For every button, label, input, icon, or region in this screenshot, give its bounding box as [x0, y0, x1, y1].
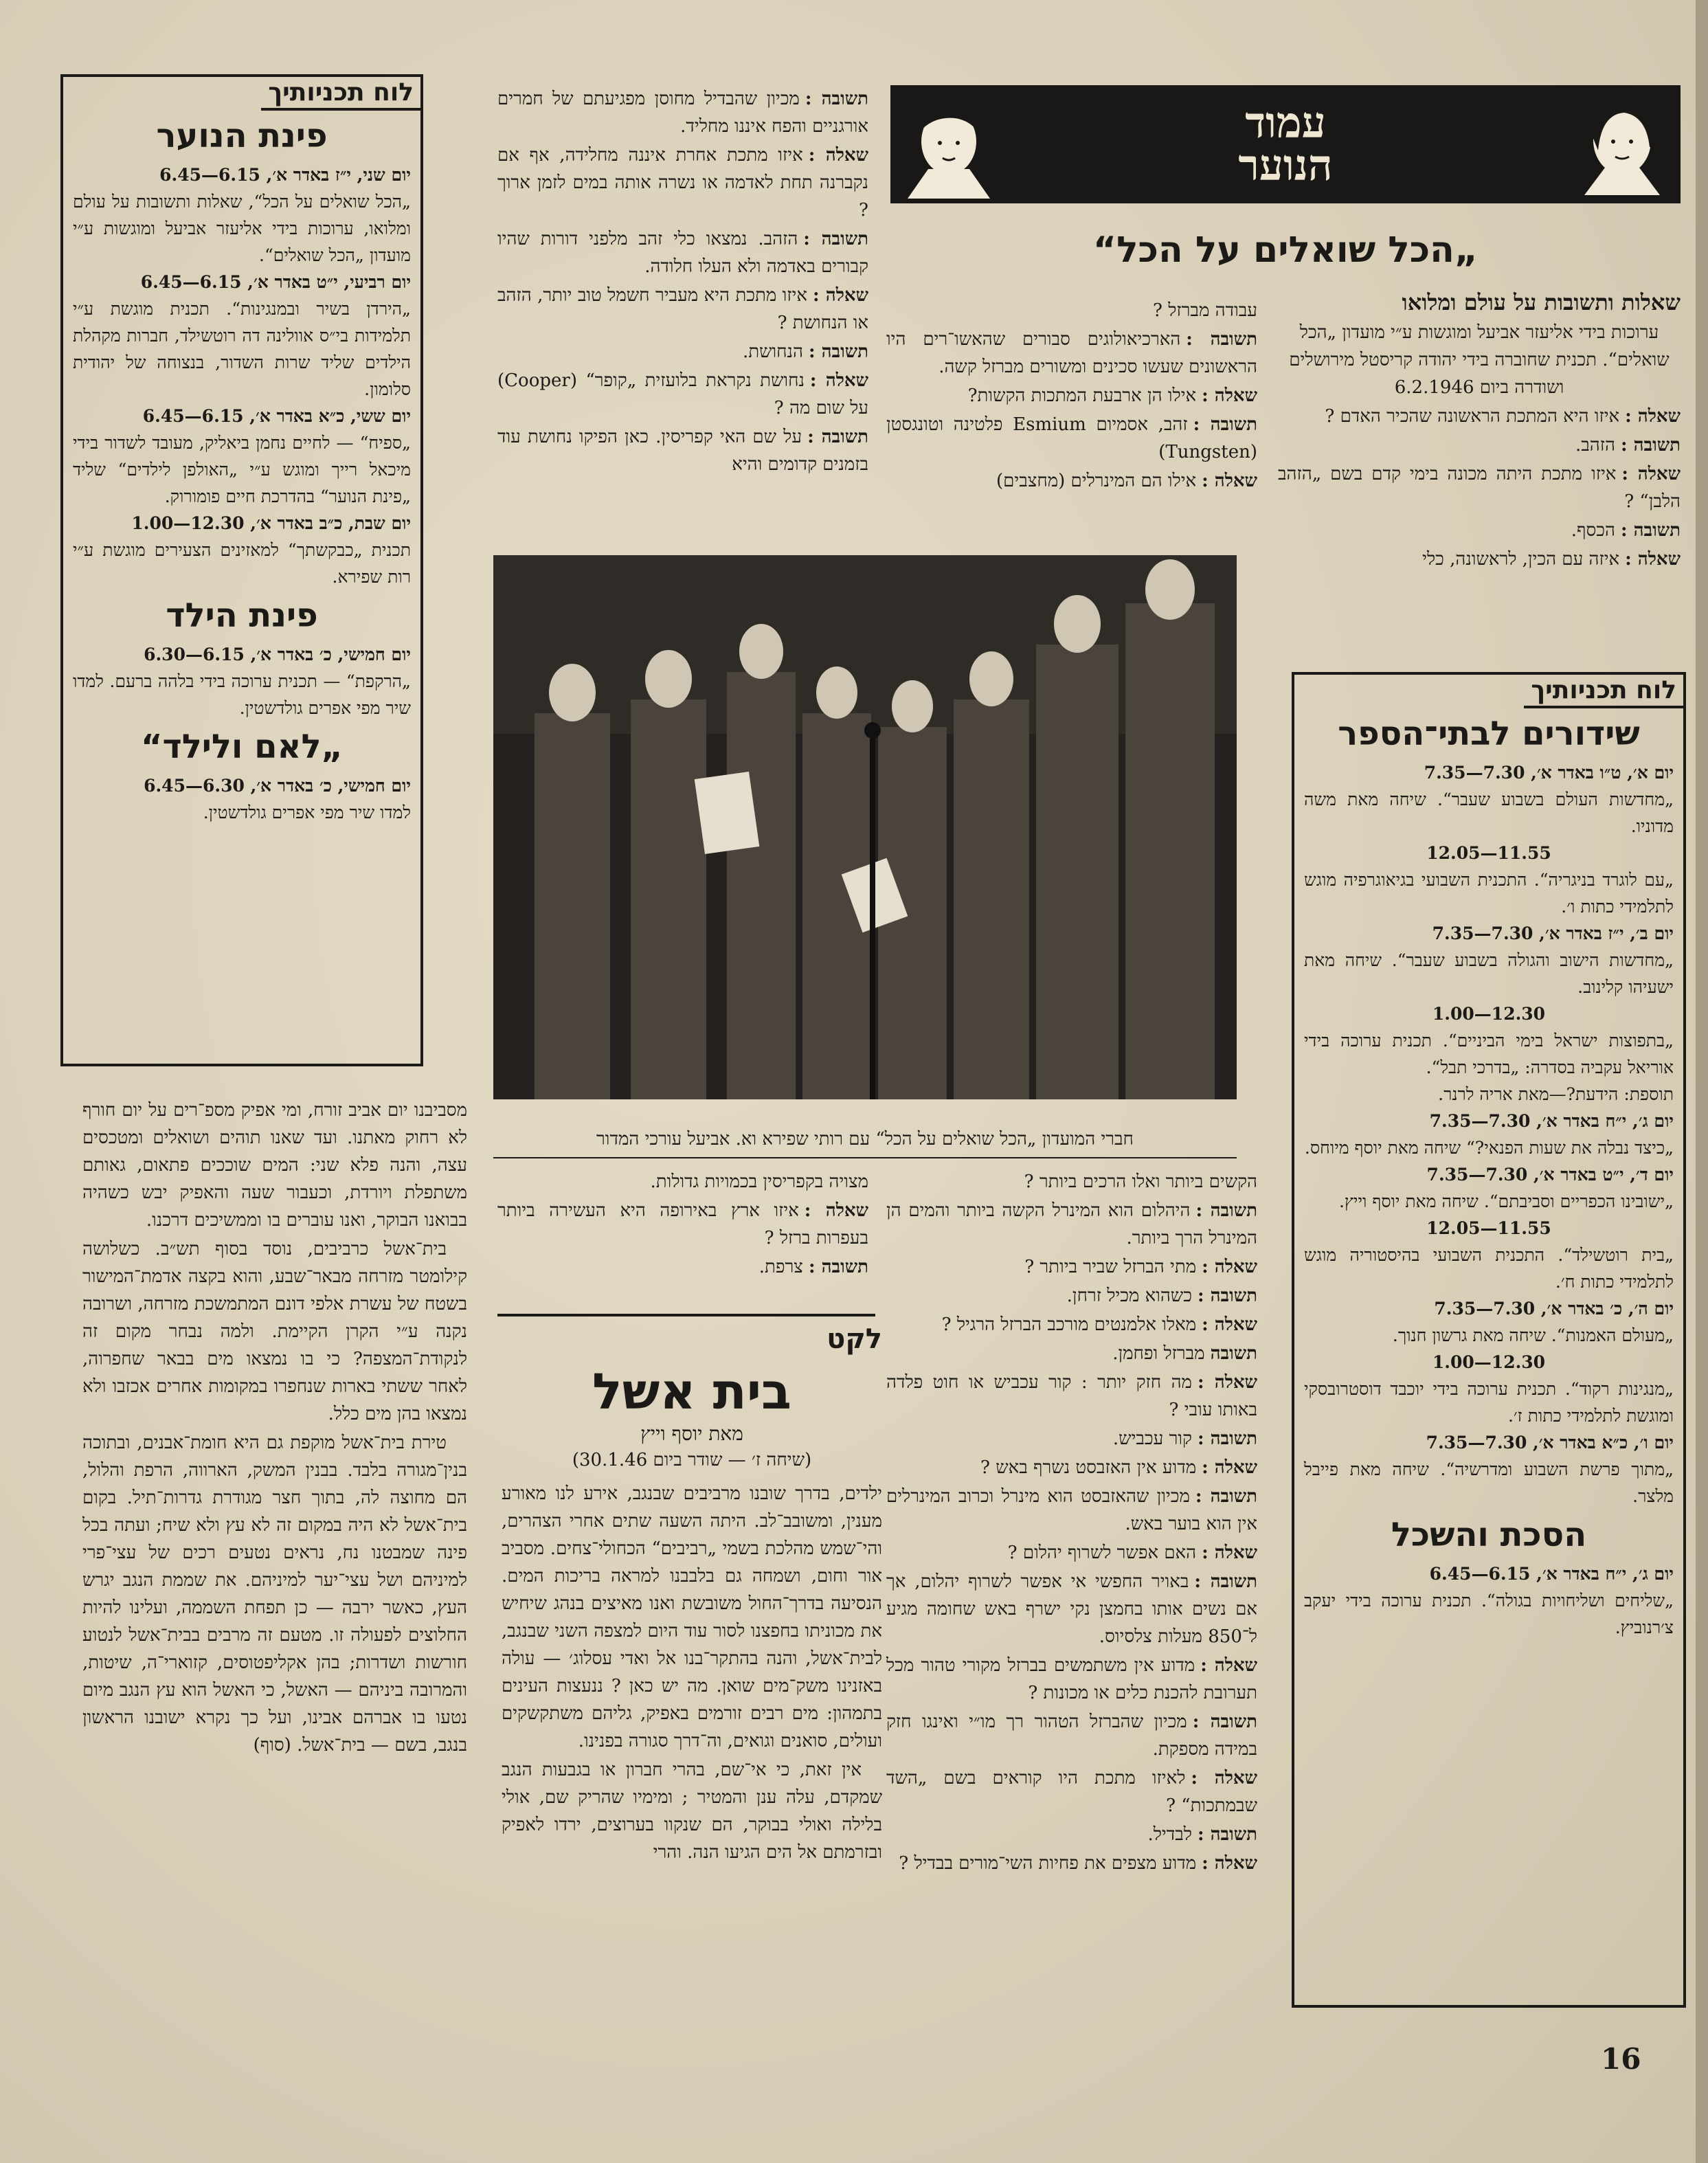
schedule-item [1294, 1429, 1683, 1510]
qa-label: שאלה : [808, 145, 868, 166]
article-column-4 [82, 1097, 467, 1760]
qa-text: הכסף. [1571, 520, 1615, 541]
qa-list [886, 297, 1257, 495]
leket-body [502, 1480, 882, 1866]
schedule-time: 11.55—12.05 [1426, 843, 1551, 863]
qa-text: עבודה מברזל ? [1153, 300, 1257, 321]
qa-entry [497, 1168, 868, 1196]
schedule-time: יום ו׳, כ״א באדר א׳, 7.30—7.35 [1426, 1433, 1674, 1453]
schedule-item [63, 641, 420, 721]
schedule-sub-items [1294, 1560, 1683, 1641]
qa-label: תשובה : [808, 1257, 868, 1277]
qa-text: באויר החפשי אי אפשר לשרוף יהלום, אך אם נשים אותו בחמצן נקי ישרף באש שחומה מגיע ל־850 מעלות צלסיוס. [886, 1571, 1257, 1647]
qa-text: האם אפשר לשרוף יהלום ? [1007, 1543, 1197, 1563]
qa-text: לבדיל. [1147, 1824, 1192, 1845]
qa-label: שאלה : [1202, 1853, 1257, 1874]
schedule-text: „בתפוצות ישראל בימי הביניים“. תכנית ערוכה בידי אוריאל עקביה בסדרה: „בדרכי תבל“. [1304, 1031, 1674, 1077]
schedule-text: „מנגינות רקוד“. תכנית ערוכה בידי יוכבד דוסטרובסקי ומוגשת לתלמידי כתות ז׳. [1304, 1379, 1674, 1426]
qa-entry [886, 1311, 1257, 1338]
qa-text: מכיון שהאזבסט הוא מינרל וכרוב המינרלים אין הוא בוער באש. [886, 1486, 1257, 1534]
qa-text: קור עכביש. [1112, 1428, 1192, 1449]
schedule-section-title: פינת הילד [166, 596, 318, 635]
qa-entry [497, 282, 868, 337]
schedule-item [63, 772, 420, 826]
qa-entry [497, 423, 868, 478]
qa-entry [886, 1708, 1257, 1763]
schedule-time: יום ג׳, י״ח באדר א׳, 7.30—7.35 [1429, 1111, 1674, 1131]
schedule-text: „ספיח“ — לחיים נחמן ביאליק, מעובד לשדור בידי מיכאל רייך ומוגש ע״י „האולפן לילדים“ שליד „פינת הנוער“ בהדרכת חיים פומורוק. [73, 433, 411, 506]
leket-paragraph: ילדים, בדרך שובנו מרביבים שבנגב, אירע לנו מאורע מענין, ומשובב־לב. היתה השעה שתים אחרי הצהרים, והי־שמש מהלכת בשמי „רביבים“ הכחולי־צחים. מסביב אור וחום, ושמחה גם בלבבנו למראה בריכות המים. הנסיעה בדרך־החול משובשת ואנו מאיצים בנהג שיחיש את מכוניתו בחפצנו לסור עוד היום למצפה השני שבנגב, לבית־אשל, והנה בהתקר־בנו אל ואדי עסלוג׳ — עולה באזנינו משק־מים שואן. מה יש כאן ? ננעצות העינים בתמהון: מים רבים זורמים באפיק, גליהם משתקשקים ועולים, סואנים וגואים, וה־דרך סגורה בפנינו. [502, 1483, 882, 1751]
leket-top-rule [497, 1314, 875, 1316]
article-column-1 [1278, 287, 1681, 574]
qa-label: תשובה : [1620, 435, 1681, 456]
qa-entry [1278, 460, 1681, 515]
banner-line-2: הנוער [1238, 140, 1333, 190]
schedule-section-title: פינת הנוער [156, 117, 328, 155]
club-photo [493, 555, 1237, 1099]
article-column-2 [886, 297, 1257, 496]
girl-illustration [1564, 85, 1681, 203]
intro-body: ערוכות בידי אליעזר אביעל ומוגשות ע״י מועדון „הכל שואלים“. תכנית שחוברה בידי יהודה קריסטל מירושלים ושודרה ביום 6.2.1946 [1289, 322, 1670, 398]
qa-entry [886, 1652, 1257, 1707]
qa-label: שאלה : [1202, 1257, 1257, 1277]
caption-rule [493, 1157, 1237, 1158]
qa-entry [497, 338, 868, 366]
qa-entry [886, 1253, 1257, 1281]
qa-label: שאלה : [809, 370, 868, 391]
qa-label: תשובה [1210, 1343, 1257, 1364]
qa-label: תשובה : [1197, 1286, 1257, 1306]
qa-text: הארכיאולוגים סבורים שהאשו־רים היו הראשונים שעשו סכינים ומשורים מברזל קשה. [886, 329, 1257, 377]
schedule-item [63, 161, 420, 269]
qa-text: צרפת. [759, 1257, 803, 1277]
schedule-text: למדו שיר מפי אפרים גולדשטין. [203, 803, 411, 822]
qa-label: תשובה : [1197, 1428, 1257, 1449]
qa-entry [886, 1340, 1257, 1367]
qa-text: לאיזו מתכת היו קוראים בשם „השד שבמתכות“ ? [886, 1768, 1257, 1816]
qa-label: שאלה : [1625, 549, 1681, 570]
schedule-item [63, 510, 420, 590]
qa-entry [886, 1850, 1257, 1877]
schedule-item [1294, 840, 1683, 920]
schedule-text: „מעולם האמנות“. שיחה מאת גרשון חנוך. [1392, 1325, 1674, 1345]
leket-title: בית אשל [592, 1363, 791, 1420]
qa-entry [886, 1483, 1257, 1538]
leket-byline: מאת יוסף וייץ [640, 1422, 743, 1445]
schedule-time: יום ב׳, י״ז באדר א׳, 7.30—7.35 [1432, 923, 1674, 943]
schedule-text: „מחדשות העולם בשבוע שעבר“. שיחה מאת משה מדוניו. [1304, 789, 1674, 836]
qa-entry [886, 1764, 1257, 1819]
qa-label: תשובה : [1186, 329, 1257, 350]
schedule-item [1294, 1560, 1683, 1641]
article-headline: „הכל שואלים על הכל“ [1092, 229, 1479, 271]
qa-text: מצויה בקפריסין בכמויות גדולות. [650, 1172, 868, 1192]
qa-text: נחושת נקראת בלועזית „קופר“ (Cooper) על שום מה ? [497, 370, 868, 418]
qa-entry [886, 467, 1257, 495]
qa-text: מתי הברזל שביר ביותר ? [1024, 1257, 1197, 1277]
qa-list [886, 1168, 1257, 1877]
page-edge [1696, 0, 1708, 2163]
schedule-tag: לוח תכניותיך [261, 77, 420, 111]
qa-label: תשובה : [1197, 1824, 1257, 1845]
schedule-text: תכנית „כבקשתך“ למאזינים הצעירים מוגשת ע״י רות שפירא. [73, 540, 411, 587]
qa-text: איזו מתכת אחרת איננה מחלידה, אף אם נקברנה תחת לאדמה או נשרה אותה במים לזמן ארוך ? [497, 145, 868, 221]
qa-entry [1278, 546, 1681, 573]
qa-label: שאלה : [1202, 1543, 1257, 1563]
leket-note: (שיחה ז׳ — שודר ביום 30.1.46) [572, 1450, 812, 1470]
schedule-time: יום חמישי, כ׳ באדר א׳, 6.30—6.45 [144, 776, 411, 796]
qa-label: שאלה : [1621, 464, 1681, 484]
intro-title: שאלות ותשובות על עולם ומלואו [1402, 289, 1681, 315]
qa-text: מכיון שהבדיל מחוסן מפגיעתם של חמרים אורגניים והפח איננו מחליד. [497, 89, 868, 137]
schedule-time: יום רביעי, י״ט באדר א׳, 6.15—6.45 [140, 272, 411, 292]
schedule-time: יום שבת, כ״ב באדר א׳, 12.30—1.00 [131, 513, 411, 533]
qa-text: איזו מתכת היתה מכונה בימי קדם בשם „הזהב הלבן“ ? [1278, 464, 1681, 512]
qa-text: איזה עם הכין, לראשונה, כלי [1422, 549, 1620, 570]
qa-entry [886, 1821, 1257, 1848]
qa-text: הנחושת. [742, 341, 803, 362]
schedule-time: יום ה׳, כ׳ באדר א׳, 7.30—7.35 [1434, 1299, 1674, 1319]
schedule-text: „עם לוגרד בניגריה“. התכנית השבועי בגיאוגרפיה מוגש לתלמידי כתות ו׳. [1304, 870, 1674, 917]
qa-entry [1278, 403, 1681, 430]
qa-label: תשובה : [807, 427, 868, 447]
qa-entry [886, 1539, 1257, 1567]
qa-label: תשובה : [1192, 1712, 1257, 1732]
qa-label: שאלה : [1191, 1768, 1257, 1789]
photo-caption: חברי המועדון „הכל שואלים על הכל“ עם רותי שפירא וא. אביעל עורכי המדור [596, 1129, 1134, 1150]
article-paragraph: טירת בית־אשל מוקפת גם היא חומת־אבנים, ובתוכה בנין־מגורה בלבד. בבנין המשק, הארווה, הרפת והלול, הם מחוצה לה, בתוך חצר מגודרת גדרות־תיל. בקום בית־אשל לא היה במקום זה לא עץ ולא שיח; ועתה בכל פינה שמבטנו נח, נראים נטעים רכים של עצי־פרי למיניהם ושל עצי־יער למיניהם. את שממת הנגב יגרש העץ, כאשר ירבה — כן תפחת השממה, ועלינו להיות החלוצים לפעולה זו. מטעם זה מרבים בבית־אשל לנטוע חורשות ושדרות; בהן אקליפטוסים, קזוארי־ה, שיטות, והמרובה ביניהם — האשל, כי האשל הוא עץ הנגב מיום נטעו בו אברהם אבינו, ועל כך נקרא ישובנו הראשון בנגב, בשם — בית־אשל. (סוף) [82, 1433, 467, 1756]
qa-entry [497, 85, 868, 140]
article-paragraph: מסביבנו יום אביב זורח, ומי אפיק מספ־רים על יום חורף לא רחוק מאתנו. ועד שאנו תוהים ושואלים ומטכסים עצה, והנה פלא שני: המים שוככים פתאום, גאותם משתפלת ויורדת, וכעבור שעה והאפיק יבש כשהיה בבואנו הבוקר, ואנו עוברים בו וממשיכים דרכנו. [82, 1100, 467, 1231]
qa-text: מדוע מצפים את פחיות השי־מורים בבדיל ? [899, 1853, 1197, 1874]
schedule-text: „הירדן בשיר ובמנגינות“. תכנית מוגשת ע״י תלמידות בי״ס אוולינה דה רוטשילד, חברות מקהלת הילדים שליד שרות השדור, בנצוחה של יהודית סלומון. [73, 299, 411, 399]
qa-text: מדוע אין משתמשים בברזל מקורי טהור מכל תערובת להכנת כלים או מכונות ? [886, 1655, 1257, 1703]
leket-article [502, 1323, 882, 1868]
schedule-text: „בית רוטשילד“. התכנית השבועי בהיסטוריה מוגש לתלמידי כתות ח׳. [1304, 1245, 1674, 1292]
qa-entry [886, 1425, 1257, 1453]
schedule-time: יום א׳, ט״ו באדר א׳, 7.30—7.35 [1424, 763, 1674, 783]
qa-entry [1278, 517, 1681, 544]
qa-label: תשובה : [1195, 1486, 1257, 1507]
boy-illustration [890, 85, 1007, 203]
schedule-text: „מתוך פרשת השבוע ומדרשיה“. שיחה מאת פייבל מלצר. [1304, 1459, 1674, 1506]
qa-entry [886, 1282, 1257, 1310]
qa-label: תשובה : [1193, 414, 1257, 435]
schedule-subtitle: הסכת והשכל [1391, 1516, 1587, 1554]
qa-text: אילו הם המינרלים (מחצבים) [996, 471, 1197, 491]
schedule-text: „כיצד נבלה את שעות הפנאי?“ שיחה מאת יוסף מיוחס. [1304, 1138, 1674, 1158]
qa-label: תשובה : [1620, 520, 1681, 541]
banner-title [1238, 98, 1333, 190]
qa-entry [886, 1454, 1257, 1481]
qa-entry [886, 411, 1257, 466]
section-banner [890, 85, 1681, 203]
qa-text: כשהוא מכיל זרחן. [1066, 1286, 1192, 1306]
schedule-time: יום ד׳, י״ט באדר א׳, 7.30—7.35 [1426, 1165, 1674, 1185]
schedule-time: יום ששי, כ״א באדר א׳, 6.15—6.45 [142, 406, 411, 426]
schedule-section-title: „לאם ולילד“ [140, 728, 344, 766]
qa-list [497, 1168, 868, 1281]
schedule-items [1294, 759, 1683, 1510]
schedule-text: תוספת: הידעת?—מאת אריה לרנר. [1438, 1084, 1674, 1104]
qa-label: שאלה : [1625, 406, 1681, 427]
qa-entry [886, 326, 1257, 381]
leket-tag: לקט [827, 1323, 882, 1355]
qa-label: שאלה : [812, 285, 869, 306]
qa-entry [886, 1369, 1257, 1424]
qa-text: מאלו אלמנטים מורכב הברזל הרגיל ? [941, 1314, 1197, 1335]
schedule-item [1294, 1000, 1683, 1081]
qa-entry [886, 1168, 1257, 1196]
qa-label: שאלה : [1202, 1457, 1257, 1478]
schedule-item [1294, 1295, 1683, 1349]
schedule-tag: לוח תכניותיך [1524, 675, 1683, 708]
schedule-time: יום שני, י״ז באדר א׳, 6.15—6.45 [159, 165, 411, 185]
qa-label: תשובה : [808, 341, 868, 362]
schedule-box-right [1292, 672, 1686, 2008]
qa-label: שאלה : [1202, 1314, 1257, 1335]
qa-label: שאלה : [1200, 1655, 1257, 1676]
qa-entry [886, 1568, 1257, 1650]
schedule-item [1294, 1349, 1683, 1429]
qa-text: הזהב. נמצאו כלי זהב מלפני דורות שהיו קבורים באדמה ולא העלו חלודה. [497, 229, 868, 277]
qa-text: הזהב. [1575, 435, 1615, 456]
qa-text: מה חזק יותר : קור עכביש או חוט פלדה באותו עובי ? [886, 1372, 1257, 1420]
article-column-2-lower [886, 1168, 1257, 1879]
schedule-time: יום חמישי, כ׳ באדר א׳, 6.15—6.30 [144, 645, 411, 664]
qa-text: הקשים ביותר ואלו הרכים ביותר ? [1024, 1172, 1257, 1192]
schedule-text: „מחדשות הישוב והגולה בשבוע שעבר“. שיחה מאת ישעיהו קלינוב. [1304, 950, 1674, 997]
schedule-time: 12.30—1.00 [1432, 1352, 1546, 1372]
schedule-item [1294, 1108, 1683, 1161]
article-column-3 [497, 85, 868, 480]
schedule-item [63, 269, 420, 403]
schedule-title: שידורים לבתי־הספר [1338, 715, 1640, 753]
qa-text: היהלום הוא המינרל הקשה ביותר והמים הן המינרל הרך ביותר. [886, 1200, 1257, 1248]
schedule-item [63, 403, 420, 510]
schedule-text: „שליחים ושליחויות בגולה“. תכנית ערוכה בידי יעקב צ׳רנוביץ. [1304, 1591, 1674, 1637]
schedule-text: „ישובינו הכפריים וסביבתם“. שיחה מאת יוסף וייץ. [1338, 1191, 1674, 1211]
schedule-time: 12.30—1.00 [1432, 1004, 1546, 1024]
qa-list [1278, 403, 1681, 573]
schedule-time: יום ג׳, י״ח באדר א׳, 6.15—6.45 [1429, 1564, 1674, 1584]
schedule-text: „הרקפת“ — תכנית ערוכה בידי בלהה ברעם. למדו שיר מפי אפרים גולדשטין. [73, 671, 411, 718]
qa-entry [497, 367, 868, 422]
qa-label: שאלה : [804, 1200, 868, 1221]
qa-label: שאלה : [1197, 1372, 1258, 1393]
schedule-text: „הכל שואלים על הכל“, שאלות ותשובות על עולם ומלואו, ערוכות בידי אליעזר אביעל ומוגשות ע״י מועדון „הכל שואלים“. [73, 192, 411, 265]
qa-text: איזו מתכת היא מעביר חשמל טוב יותר, הזהב או הנחושת ? [497, 285, 868, 333]
qa-entry [497, 225, 868, 280]
qa-entry [886, 297, 1257, 324]
schedule-box-left [60, 74, 423, 1066]
qa-label: תשובה : [805, 89, 868, 109]
qa-text: איזו ארץ באירופה היא העשירה ביותר בעפרות ברזל ? [497, 1200, 868, 1248]
qa-text: איזו היא המתכת הראשונה שהכיר האדם ? [1325, 406, 1620, 427]
qa-label: תשובה : [1194, 1571, 1257, 1592]
qa-label: תשובה : [1195, 1200, 1257, 1221]
schedule-item [1294, 1081, 1683, 1108]
schedule-time: 11.55—12.05 [1426, 1218, 1551, 1238]
qa-text: זהב, אסמיום Esmium פלטינה וטונגסטן (Tungsten) [886, 414, 1257, 462]
schedule-item [1294, 1161, 1683, 1215]
qa-entry [497, 142, 868, 224]
qa-label: שאלה : [1202, 471, 1257, 491]
qa-list [497, 85, 868, 478]
qa-entry [497, 1197, 868, 1252]
schedule-item [1294, 759, 1683, 840]
schedule-item [1294, 1215, 1683, 1295]
qa-entry [886, 1197, 1257, 1252]
schedule-item [1294, 920, 1683, 1000]
article-paragraph: בית־אשל כרביבים, נוסד בסוף תש״ב. כשלושה קילומטר מזרחה מבאר־שבע, והוא בקצה אדמת־המישור בשטח של עשרת אלפי דונם המתמשכת מזרחה, ושרובה נקנה ע״י הקרן הקיימת. ולמה נבחר מקום זה לנקודת־המצפה? כי בו נמצאו מים בבאר שחפרוה, לאחר ששתי בארות שנחפרו במקומות אחרים אכזבו ולא נמצאו בהן מים כלל. [82, 1239, 467, 1424]
banner-line-1: עמוד [1245, 98, 1326, 148]
qa-label: תשובה : [803, 229, 868, 249]
qa-text: מדוע אין האזבסט נשרף באש ? [980, 1457, 1197, 1478]
qa-entry [1278, 432, 1681, 459]
article-column-3-lower [497, 1168, 868, 1282]
leket-paragraph: אין זאת, כי אי־שם, בהרי חברון או בגבעות הנגב שמקדם, עלה ענן והמטיר ; ומימיו שהריק שם, אולי בלילה ואולי בבוקר, הם שנקוו בערוצים, ירדו לאפיק ובזרמתם אל הים הגיעו הנה. והרי [502, 1760, 882, 1863]
page-number: 16 [1601, 2042, 1641, 2076]
qa-text: מברזל ופחמן. [1112, 1343, 1205, 1364]
qa-entry [497, 1253, 868, 1281]
qa-text: מכיון שהברזל הטהור רך מו״י ואינגו חזק במידה מספקת. [886, 1712, 1257, 1760]
schedule-sections [63, 116, 420, 826]
qa-label: שאלה : [1202, 385, 1257, 406]
qa-entry [886, 382, 1257, 410]
qa-text: על שם האי קפריסין. כאן הפיקו נחושת עוד בזמנים קדומים והיא [497, 427, 868, 475]
qa-text: אילו הן ארבעת המתכות הקשות? [967, 385, 1197, 406]
